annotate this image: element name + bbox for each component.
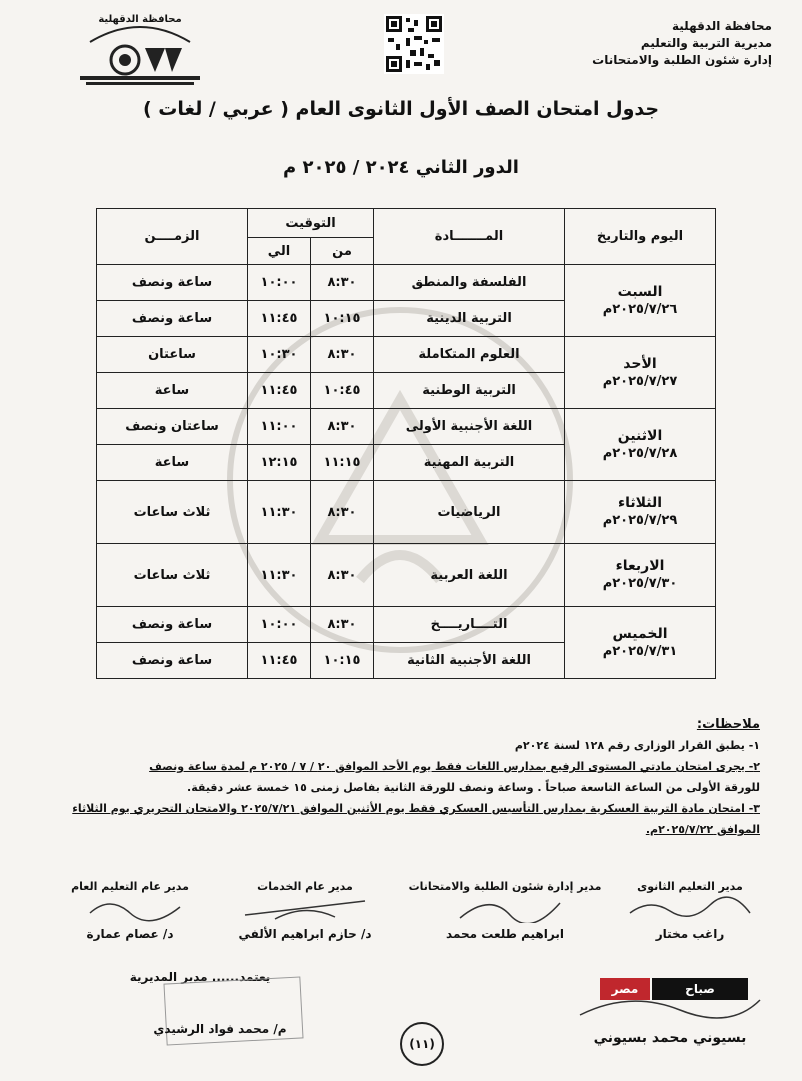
signature-role: مدير عام التعليم العام — [71, 880, 189, 893]
table-row — [97, 607, 716, 643]
page-number: (١١) — [400, 1022, 444, 1066]
brand-part-1: مصر — [600, 978, 650, 1000]
from-time-cell: ١٠:١٥ — [311, 643, 374, 679]
from-time-cell: ١٠:١٥ — [311, 301, 374, 337]
note-3a: ٣- امتحان مادة التربية العسكرية بمدارس التأسيس العسكري فقط يوم الأثنين الموافق ٢٠٢٥/٧/٢١ والامتحان التحريري يوم الثلاثاء — [72, 802, 760, 815]
bottom-signatory — [560, 1030, 780, 1046]
logo-caption: محافظة الدقهلية — [98, 14, 182, 25]
to-time-cell: ١٠:٠٠ — [248, 607, 311, 643]
to-time-cell: ١١:٤٥ — [248, 373, 311, 409]
qr-code-icon — [384, 14, 444, 74]
table-row — [97, 481, 716, 544]
duration-cell: ثلاث ساعات — [97, 544, 248, 607]
from-time-cell: ٨:٣٠ — [311, 265, 374, 301]
signature-general-education-director — [50, 880, 210, 941]
duration-cell: ساعتان — [97, 337, 248, 373]
header-day: اليوم والتاريخ — [565, 209, 716, 265]
handwritten-signature-icon — [400, 893, 610, 923]
subject-cell: التربية الوطنية — [374, 373, 565, 409]
subject-cell: التربية الدينية — [374, 301, 565, 337]
duration-cell: ساعة ونصف — [97, 301, 248, 337]
header-to: الي — [248, 238, 311, 265]
approval-name-block — [90, 1022, 350, 1036]
header-duration: الزمــــن — [97, 209, 248, 265]
to-time-cell: ١٠:٠٠ — [248, 265, 311, 301]
subject-cell: الرياضيات — [374, 481, 565, 544]
subject-cell: اللغة الأجنبية الأولى — [374, 409, 565, 445]
to-time-cell: ١٢:١٥ — [248, 445, 311, 481]
day-name: الأحد — [623, 355, 657, 372]
from-time-cell: ٨:٣٠ — [311, 409, 374, 445]
table-row — [97, 337, 716, 373]
exam-date: ٢٠٢٥/٧/٢٧م — [602, 373, 678, 389]
subject-cell: العلوم المتكاملة — [374, 337, 565, 373]
header-from: من — [311, 238, 374, 265]
exam-date: ٢٠٢٥/٧/٣١م — [602, 643, 678, 659]
duration-cell: ساعة — [97, 445, 248, 481]
signature-name: د/ حازم ابراهيم الألفي — [238, 927, 372, 941]
duration-cell: ساعة ونصف — [97, 607, 248, 643]
header-line-2: مديرية التربية والتعليم — [640, 36, 772, 50]
note-1: ١- يطبق القرار الوزارى رقم ١٢٨ لسنة ٢٠٢٤م — [514, 739, 760, 752]
exam-schedule-table — [96, 208, 716, 679]
from-time-cell: ٨:٣٠ — [311, 544, 374, 607]
to-time-cell: ١١:٤٥ — [248, 643, 311, 679]
from-time-cell: ٨:٣٠ — [311, 337, 374, 373]
table-row — [97, 265, 716, 301]
header-timing: التوقيت — [248, 209, 374, 238]
duration-cell: ساعة — [97, 373, 248, 409]
approval-name: م/ محمد فواد الرشيدي — [153, 1022, 287, 1036]
day-date-cell — [565, 265, 716, 337]
signature-name: ابراهيم طلعت محمد — [446, 927, 564, 941]
day-date-cell — [565, 544, 716, 607]
day-date-cell — [565, 481, 716, 544]
day-name: السبت — [617, 283, 663, 300]
day-name: الخميس — [612, 625, 668, 642]
governorate-logo — [70, 12, 210, 92]
notes-heading: ملاحظات: — [696, 717, 760, 732]
to-time-cell: ١١:٣٠ — [248, 544, 311, 607]
day-name: الثلاثاء — [617, 495, 663, 511]
handwritten-signature-icon — [50, 893, 210, 923]
from-time-cell: ١٠:٤٥ — [311, 373, 374, 409]
subject-cell: التربية المهنية — [374, 445, 565, 481]
brand-watermark — [600, 978, 748, 1000]
notes-section — [40, 714, 760, 840]
signature-role: مدير التعليم الثانوى — [637, 880, 743, 893]
page-title: جدول امتحان الصف الأول الثانوى العام ( عربي / لغات ) — [142, 98, 660, 120]
note-2a: ٢- يجرى امتحان مادتي المستوى الرفيع بمدارس اللغات فقط يوم الأحد الموافق ٢٠ / ٧ / ٢٠٢٥ م لمدة ساعة ونصف — [149, 760, 760, 773]
to-time-cell: ١١:٤٥ — [248, 301, 311, 337]
signature-role: مدير إدارة شئون الطلبة والامتحانات — [408, 880, 602, 893]
table-header-row — [97, 209, 716, 238]
from-time-cell: ٨:٣٠ — [311, 481, 374, 544]
note-3b: الموافق ٢٠٢٥/٧/٢٢م. — [645, 823, 760, 836]
brand-part-2: صباح — [652, 978, 748, 1000]
signature-secondary-director — [610, 880, 770, 941]
signature-name: د/ عصام عمارة — [86, 927, 174, 941]
day-date-cell — [565, 337, 716, 409]
table-row — [97, 544, 716, 607]
duration-cell: ساعة ونصف — [97, 265, 248, 301]
signature-exams-director — [400, 880, 610, 941]
subject-cell: اللغة الأجنبية الثانية — [374, 643, 565, 679]
duration-cell: ثلاث ساعات — [97, 481, 248, 544]
day-name: الاثنين — [617, 427, 663, 444]
handwritten-signature-icon — [610, 893, 770, 923]
day-name: الاربعاء — [615, 558, 665, 574]
header-subject: المـــــــادة — [374, 209, 565, 265]
subject-cell: اللغة العربية — [374, 544, 565, 607]
signature-services-director — [215, 880, 395, 941]
exam-date: ٢٠٢٥/٧/٢٦م — [602, 301, 678, 317]
from-time-cell: ١١:١٥ — [311, 445, 374, 481]
day-date-cell — [565, 409, 716, 481]
directorate-header — [542, 18, 772, 69]
to-time-cell: ١٠:٣٠ — [248, 337, 311, 373]
bottom-signatory-name: بسيوني محمد بسيوني — [593, 1030, 747, 1046]
from-time-cell: ٨:٣٠ — [311, 607, 374, 643]
exam-date: ٢٠٢٥/٧/٢٨م — [602, 445, 678, 461]
signature-name: راغب مختار — [655, 927, 725, 941]
header-line-3: إدارة شئون الطلبة والامتحانات — [592, 53, 772, 67]
to-time-cell: ١١:٠٠ — [248, 409, 311, 445]
note-2b: للورقة الأولى من الساعة التاسعة صباحاً . وساعة ونصف للورقة الثانية بفاصل زمنى ١٥ خمسة عشر دقيقة. — [187, 781, 760, 794]
to-time-cell: ١١:٣٠ — [248, 481, 311, 544]
page-subtitle: الدور الثاني ٢٠٢٤ / ٢٠٢٥ م — [283, 157, 519, 178]
exam-date: ٢٠٢٥/٧/٢٩م — [602, 513, 678, 528]
duration-cell: ساعتان ونصف — [97, 409, 248, 445]
duration-cell: ساعة ونصف — [97, 643, 248, 679]
handwritten-signature-icon — [215, 893, 395, 923]
table-row — [97, 409, 716, 445]
exam-date: ٢٠٢٥/٧/٣٠م — [602, 576, 678, 591]
subject-cell: التــــاريــــخ — [374, 607, 565, 643]
header-line-1: محافظة الدقهلية — [672, 19, 772, 33]
subject-cell: الفلسفة والمنطق — [374, 265, 565, 301]
day-date-cell — [565, 607, 716, 679]
signature-role: مدير عام الخدمات — [257, 880, 353, 893]
approval-label: يعتمد...... مدير المديرية — [129, 970, 271, 984]
